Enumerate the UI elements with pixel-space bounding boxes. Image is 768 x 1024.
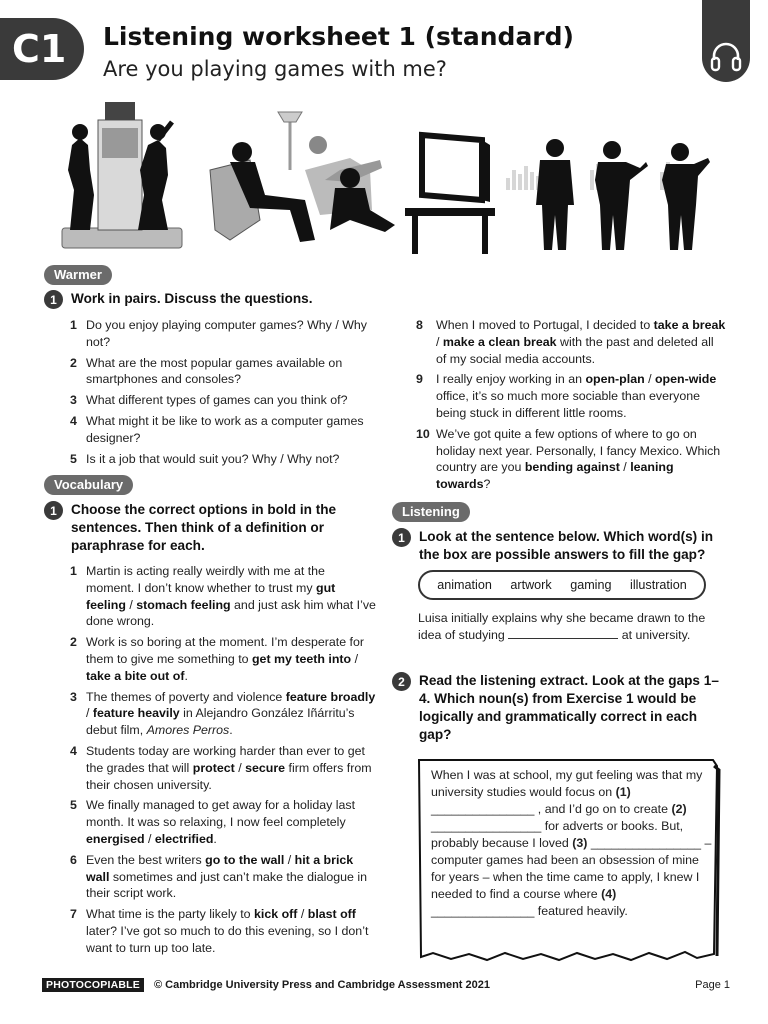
three-people-figure bbox=[536, 139, 710, 250]
item-text: The themes of poverty and violence feature broadly / feature heavily in Alejandro González Iñárritu’s debut film, Amores Perros. bbox=[86, 689, 376, 738]
list-item bbox=[70, 852, 376, 902]
list-item bbox=[70, 689, 376, 739]
listening-badge: Listening bbox=[392, 502, 470, 522]
listening-extract-text: When I was at school, my gut feeling was that my university studies would focus on (1) _______________ , and I’d go on to create (2) ________________ for adverts or books. But, probably because I loved (3) ________________ – computer games had been an obsession of mine for years – when the time came to apply, I knew I needed to find a course where (4) _______________ featured heavily. bbox=[431, 768, 712, 918]
word-box-item: gaming bbox=[570, 578, 612, 592]
question-number-badge: 1 bbox=[44, 501, 63, 520]
word-box-item: illustration bbox=[630, 578, 687, 592]
list-item bbox=[70, 355, 370, 389]
list-item bbox=[70, 906, 376, 956]
list-item bbox=[70, 563, 376, 630]
list-item bbox=[70, 743, 376, 793]
tv-figure bbox=[405, 135, 495, 254]
item-number: 3 bbox=[70, 393, 77, 408]
item-number: 10 bbox=[416, 426, 430, 441]
item-text: What time is the party likely to kick off / blast off later? I’ve got so much to do this evening, so I don’t want to turn up too late. bbox=[86, 907, 369, 955]
listening-q1-instruction: Look at the sentence below. Which word(s) in the box are possible answers to fill the gap? bbox=[419, 529, 714, 562]
arcade-dancers-figure bbox=[62, 102, 182, 248]
item-text: What might it be like to work as a computer games designer? bbox=[86, 413, 364, 445]
item-text: We finally managed to get away for a holiday last month. It was so relaxing, I now feel completely energised / electrified. bbox=[86, 798, 356, 846]
item-number: 3 bbox=[70, 689, 77, 704]
item-text: Do you enjoy playing computer games? Why / Why not? bbox=[86, 318, 367, 349]
item-number: 8 bbox=[416, 318, 423, 332]
list-item bbox=[416, 426, 726, 493]
item-text: Work is so boring at the moment. I’m desperate for them to give me something to get my teeth into / take a bite out of. bbox=[86, 635, 364, 683]
item-number: 2 bbox=[70, 355, 77, 370]
vocabulary-badge: Vocabulary bbox=[44, 475, 133, 495]
item-number: 5 bbox=[70, 798, 77, 813]
copyright-text: © Cambridge University Press and Cambridge Assessment 2021 bbox=[154, 979, 490, 991]
listening-q1-heading bbox=[392, 528, 722, 564]
vocabulary-question-heading bbox=[44, 501, 374, 555]
question-number-badge: 1 bbox=[44, 290, 63, 309]
warmer-question-list bbox=[70, 317, 370, 471]
item-text: When I moved to Portugal, I decided to take a break / make a clean break with the past and deleted all of my social media accounts. bbox=[436, 318, 726, 366]
question-number-badge: 1 bbox=[392, 528, 411, 547]
item-text: Is it a job that would suit you? Why / Why not? bbox=[86, 451, 340, 466]
page-footer bbox=[42, 978, 730, 992]
list-item bbox=[70, 392, 370, 409]
page-title: Listening worksheet 1 (standard) bbox=[103, 22, 574, 51]
item-text: We’ve got quite a few options of where to go on holiday next year. Personally, I fancy Mexico. Which country are you bending against / leaning towards? bbox=[436, 426, 721, 492]
page-number: Page 1 bbox=[695, 979, 730, 991]
word-box-item: animation bbox=[437, 578, 492, 592]
question-number-badge: 2 bbox=[392, 672, 411, 691]
warmer-instruction: Work in pairs. Discuss the questions. bbox=[71, 291, 313, 306]
item-number: 1 bbox=[70, 564, 77, 578]
item-text: Even the best writers go to the wall / hit a brick wall sometimes and just can’t make the dialogue in their script work. bbox=[86, 852, 368, 901]
listening-q2-instruction: Read the listening extract. Look at the gaps 1–4. Which noun(s) from Exercise 1 would be logically and grammatically correct in each gap? bbox=[419, 673, 719, 742]
page-subtitle: Are you playing games with me? bbox=[103, 57, 447, 81]
item-text: Martin is acting really weirdly with me at the moment. I don’t know whether to trust my gut feeling / stomach feeling and just ask him what I’ve done wrong. bbox=[86, 564, 376, 629]
gap-sentence bbox=[418, 610, 708, 644]
headphones-tab bbox=[702, 0, 750, 82]
list-item bbox=[70, 451, 370, 468]
vocabulary-question-list-left bbox=[70, 563, 376, 961]
listening-extract-box bbox=[417, 758, 721, 962]
level-label: C1 bbox=[12, 27, 67, 71]
item-number: 6 bbox=[70, 852, 77, 867]
item-number: 2 bbox=[70, 635, 77, 650]
vocabulary-instruction: Choose the correct options in bold in the sentences. Then think of a definition or paraphrase for each. bbox=[71, 502, 337, 553]
warmer-badge: Warmer bbox=[44, 265, 112, 285]
list-item bbox=[70, 413, 370, 447]
word-box bbox=[418, 570, 706, 600]
gap-sentence-start: Luisa initially explains why she became drawn to the idea of studying bbox=[418, 611, 706, 642]
word-box-item: artwork bbox=[510, 578, 552, 592]
vocabulary-question-list-right bbox=[416, 317, 726, 497]
gap-blank[interactable] bbox=[508, 628, 618, 639]
item-text: Students today are working harder than ever to get the grades that will protect / secure firm offers from their chosen university. bbox=[86, 743, 372, 792]
level-tab bbox=[0, 18, 84, 80]
item-number: 4 bbox=[70, 743, 77, 758]
item-text: I really enjoy working in an open-plan / open-wide office, it’s so much more sociable than everyone being stuck in different little rooms. bbox=[436, 372, 717, 420]
skyline-figure bbox=[506, 162, 676, 190]
item-number: 4 bbox=[70, 413, 77, 428]
gaming-silhouettes-illustration bbox=[50, 100, 720, 255]
list-item bbox=[416, 371, 726, 421]
warmer-question-heading bbox=[44, 290, 374, 309]
item-number: 5 bbox=[70, 451, 77, 466]
list-item bbox=[70, 797, 376, 847]
gap-sentence-end: at university. bbox=[621, 628, 691, 642]
list-item bbox=[70, 634, 376, 684]
item-number: 9 bbox=[416, 372, 423, 387]
item-number: 7 bbox=[70, 907, 77, 922]
photocopiable-label: PHOTOCOPIABLE bbox=[42, 978, 144, 992]
item-text: What are the most popular games available on smartphones and consoles? bbox=[86, 355, 343, 387]
listening-q2-heading bbox=[392, 672, 722, 744]
item-number: 1 bbox=[70, 318, 77, 332]
item-text: What different types of games can you think of? bbox=[86, 393, 348, 408]
armchair-gamers-figure bbox=[210, 112, 395, 242]
headphones-icon bbox=[709, 40, 743, 72]
list-item bbox=[416, 317, 726, 367]
list-item bbox=[70, 317, 370, 351]
